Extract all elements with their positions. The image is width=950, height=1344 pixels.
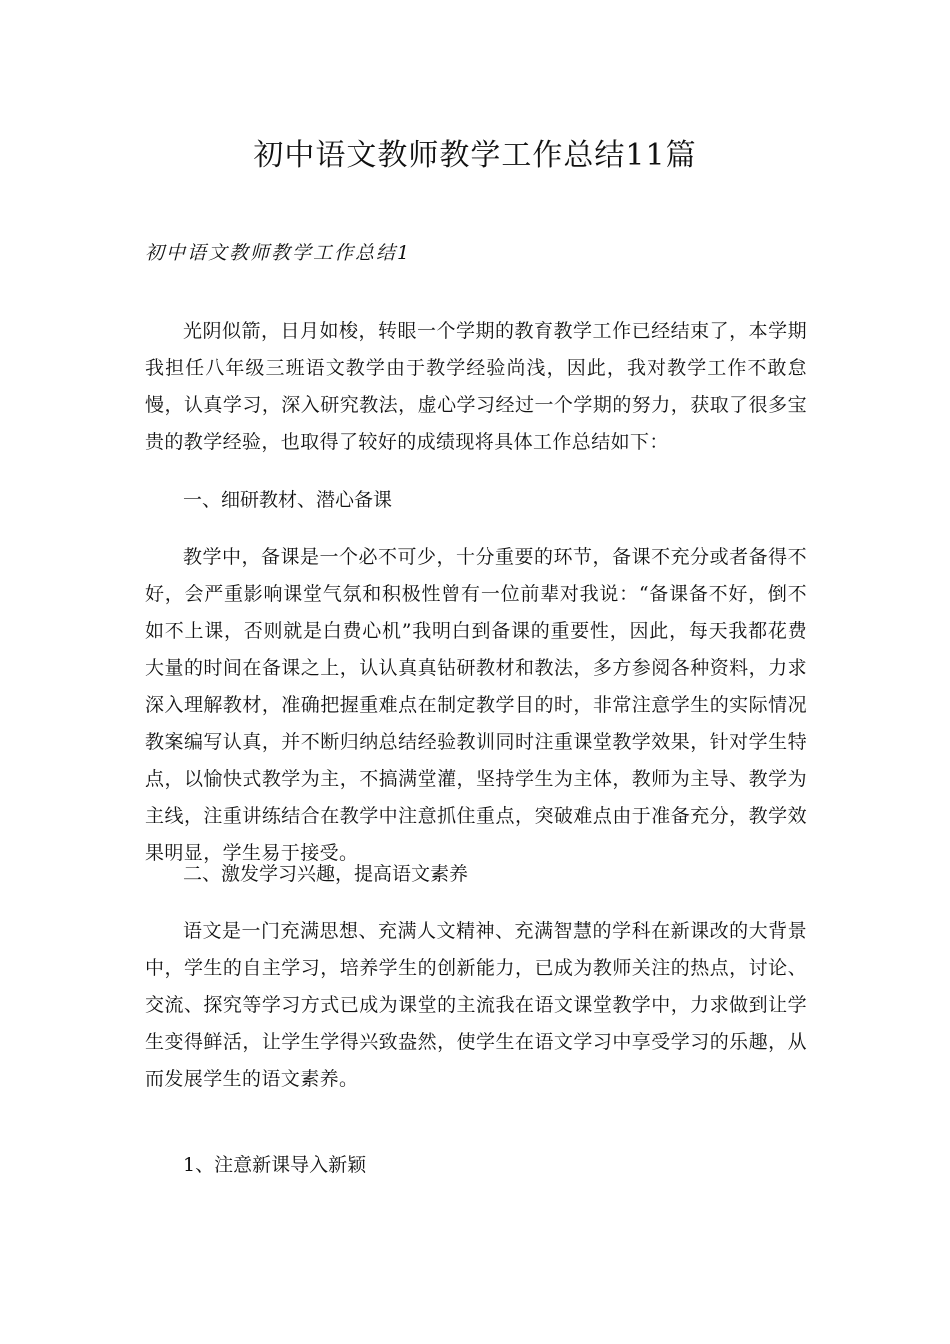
subheading-lesson-prep: 一、细研教材、潜心备课 — [183, 489, 393, 511]
paragraph-intro: 光阴似箭，日月如梭，转眼一个学期的教育教学工作已经结束了，本学期我担任八年级三班语文教学由于教学经验尚浅，因此，我对教学工作不敢怠慢，认真学习，深入研究教法，虚心学习经过一个学期的努力，获取了很多宝贵的教学经验，也取得了较好的成绩现将具体工作总结如下： — [145, 320, 807, 453]
paragraph-interest: 语文是一门充满思想、充满人文精神、充满智慧的学科在新课改的大背景中，学生的自主学习，培养学生的创新能力，已成为教师关注的热点，讨论、交流、探究等学习方式已成为课堂的主流我在语文课堂教学中，力求做到让学生变得鲜活，让学生学得兴致盎然，使学生在语文学习中享受学习的乐趣，从而发展学生的语文素养。 — [145, 920, 807, 1090]
subheading-new-lesson-intro: 1、注意新课导入新颖 — [183, 1154, 367, 1176]
section-heading: 初中语文教师教学工作总结1 — [145, 242, 412, 264]
subheading-interest: 二、激发学习兴趣，提高语文素养 — [183, 863, 469, 885]
paragraph-lesson-prep: 教学中，备课是一个必不可少，十分重要的环节，备课不充分或者备得不好，会严重影响课堂气氛和积极性曾有一位前辈对我说：“备课备不好，倒不如不上课，否则就是白费心机”我明白到备课的重要性，因此，每天我都花费大量的时间在备课之上，认认真真钻研教材和教法，多方参阅各种资料，力求深入理解教材，准确把握重难点在制定教学目的时，非常注意学生的实际情况教案编写认真，并不断归纳总结经验教训同时注重课堂教学效果，针对学生特点，以愉快式教学为主，不搞满堂灌，坚持学生为主体，教师为主导、教学为主线，注重讲练结合在教学中注意抓住重点，突破难点由于准备充分，教学效果明显，学生易于接受。 — [145, 546, 807, 864]
document-title: 初中语文教师教学工作总结11篇 — [253, 138, 697, 173]
